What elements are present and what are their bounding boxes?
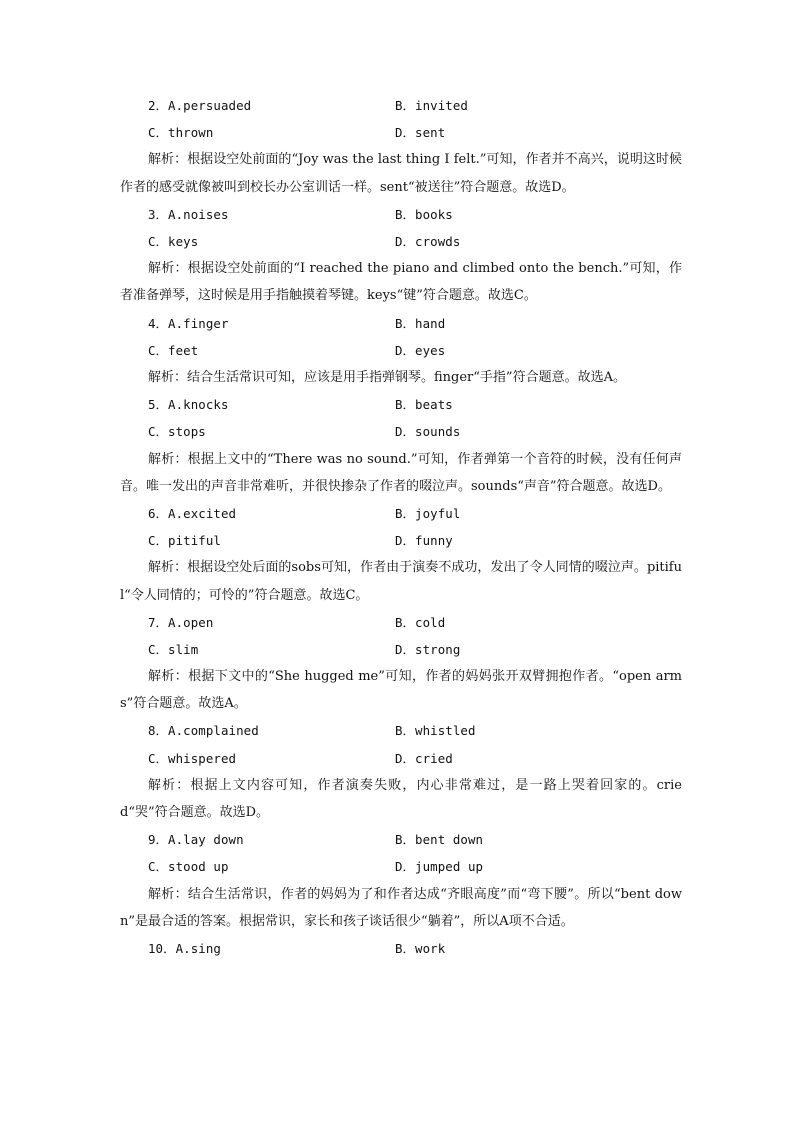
option-d: D．crowds	[395, 233, 461, 249]
option-row	[120, 609, 682, 636]
option-row	[120, 418, 682, 445]
question-8	[120, 717, 682, 826]
option-a: 10．A.sing	[148, 941, 221, 957]
option-c: C．stood up	[148, 859, 229, 875]
option-row	[120, 636, 682, 663]
option-d: D．funny	[395, 533, 453, 549]
analysis-text: 解析：根据下文中的“She hugged me”可知，作者的妈妈张开双臂拥抱作者。“open arms”符合题意。故选A。	[120, 669, 682, 712]
option-b: B．joyful	[395, 505, 461, 521]
option-a: 9．A.lay down	[148, 832, 244, 848]
option-b: B．work	[395, 941, 446, 957]
analysis-text: 解析：根据设空处后面的sobs可知，作者由于演奏不成功，发出了令人同情的啜泣声。pitiful“令人同情的；可怜的”符合题意。故选C。	[120, 560, 682, 603]
option-b: B．hand	[395, 315, 446, 331]
analysis-text: 解析：结合生活常识，作者的妈妈为了和作者达成“齐眼高度”而“弯下腰”。所以“bent down”是最合适的答案。根据常识，家长和孩子谈话很少“躺着”，所以A项不合适。	[120, 886, 682, 929]
analysis-text: 解析：根据设空处前面的“I reached the piano and climbed onto the bench.”可知，作者准备弹琴，这时候是用手指触摸着琴键。keys“键”符合题意。故选C。	[120, 261, 682, 304]
option-d: D．sounds	[395, 424, 461, 440]
option-d: D．sent	[395, 125, 446, 141]
option-row	[120, 527, 682, 554]
option-a: 8．A.complained	[148, 723, 259, 739]
option-a: 7．A.open	[148, 614, 214, 630]
option-d: D．jumped up	[395, 859, 484, 875]
option-row	[120, 500, 682, 527]
option-b: B．cold	[395, 614, 446, 630]
question-2	[120, 92, 682, 201]
question-3	[120, 201, 682, 310]
analysis-text: 解析：根据设空处前面的“Joy was the last thing I felt.”可知，作者并不高兴，说明这时候作者的感受就像被叫到校长办公室训话一样。sent“被送往”符合题意。故选D。	[120, 152, 682, 195]
option-b: B．invited	[395, 98, 468, 113]
option-row	[120, 853, 682, 880]
option-c: C．pitiful	[148, 533, 221, 549]
option-row	[120, 391, 682, 418]
option-c: C．thrown	[148, 125, 214, 141]
option-c: C．whispered	[148, 750, 237, 766]
option-row	[120, 717, 682, 744]
question-6	[120, 500, 682, 609]
option-b: B．bent down	[395, 832, 484, 848]
option-c: C．stops	[148, 424, 206, 440]
option-row	[120, 228, 682, 255]
option-a: 3．A.noises	[148, 206, 229, 222]
option-row	[120, 201, 682, 228]
option-row	[120, 119, 682, 146]
option-b: B．books	[395, 206, 453, 222]
analysis-text: 解析：根据上文内容可知，作者演奏失败，内心非常难过，是一路上哭着回家的。cried“哭”符合题意。故选D。	[120, 777, 682, 821]
analysis-text: 解析：结合生活常识可知，应该是用手指弹钢琴。finger“手指”符合题意。故选A。	[148, 369, 626, 385]
option-a: 4．A.finger	[148, 315, 229, 331]
question-5	[120, 391, 682, 500]
option-row	[120, 337, 682, 364]
option-a: 5．A.knocks	[148, 397, 229, 413]
option-a: 6．A.excited	[148, 505, 237, 521]
option-d: D．cried	[395, 750, 453, 766]
option-a: 2．A.persuaded	[148, 98, 252, 113]
option-b: B．whistled	[395, 723, 476, 739]
question-4	[120, 310, 682, 392]
option-c: C．feet	[148, 342, 199, 358]
option-d: D．strong	[395, 641, 461, 657]
question-7	[120, 609, 682, 718]
option-row	[120, 92, 682, 119]
option-d: D．eyes	[395, 342, 446, 358]
option-row	[120, 310, 682, 337]
question-9	[120, 826, 682, 935]
question-10	[120, 935, 682, 962]
option-row	[120, 826, 682, 853]
option-row	[120, 745, 682, 772]
option-row	[120, 935, 682, 962]
option-c: C．keys	[148, 233, 199, 249]
option-c: C．slim	[148, 641, 199, 657]
analysis-text: 解析：根据上文中的“There was no sound.”可知，作者弹第一个音符的时候，没有任何声音。唯一发出的声音非常难听，并很快掺杂了作者的啜泣声。sounds“声音”符合题意。故选D。	[120, 451, 682, 494]
option-b: B．beats	[395, 397, 453, 413]
